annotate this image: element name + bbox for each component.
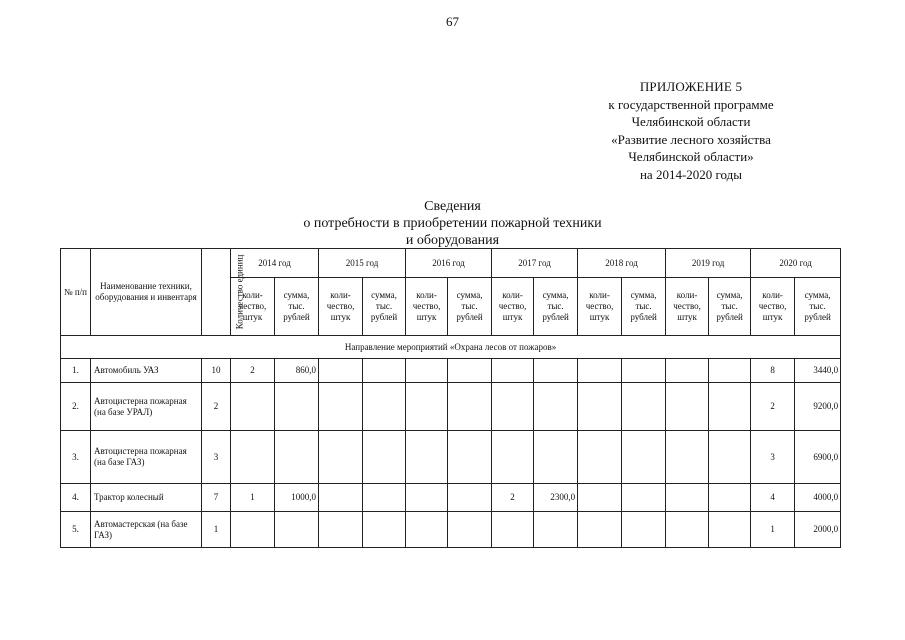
- cell-sum: [275, 383, 319, 431]
- appendix-line: к государственной программе: [608, 96, 774, 112]
- cell-sum: [275, 512, 319, 548]
- sum-subheader: сумма, тыс. рублей: [622, 278, 666, 336]
- year-header: 2020 год: [751, 249, 841, 278]
- cell-sum: [709, 512, 751, 548]
- appendix-line: «Развитие лесного хозяйства: [611, 131, 771, 147]
- cell-qty: [231, 512, 275, 548]
- cell-qty: [578, 484, 622, 512]
- qty-subheader: коли-чество, штук: [492, 278, 534, 336]
- section-title: Направление мероприятий «Охрана лесов от пожаров»: [61, 336, 841, 359]
- col-units-header: [202, 249, 245, 336]
- cell-qty: [406, 512, 448, 548]
- year-header: 2015 год: [319, 249, 406, 278]
- cell-qty: [319, 512, 363, 548]
- cell-sum: [622, 431, 666, 484]
- appendix-line: Челябинской области»: [628, 149, 754, 164]
- cell-sum: [363, 359, 406, 383]
- row-number: 3.: [61, 431, 91, 484]
- cell-qty: 3: [751, 431, 795, 484]
- qty-subheader: коли-чество, штук: [319, 278, 363, 336]
- sum-subheader: сумма, тыс. рублей: [363, 278, 406, 336]
- cell-qty: 1: [751, 512, 795, 548]
- cell-qty: [666, 383, 709, 431]
- col-units-label: Количество единиц: [234, 254, 245, 329]
- row-name: Автомобиль УАЗ: [91, 359, 202, 383]
- cell-sum: 2300,0: [534, 484, 578, 512]
- year-header: 2017 год: [492, 249, 578, 278]
- cell-sum: [534, 383, 578, 431]
- cell-qty: [492, 359, 534, 383]
- table-row: [61, 512, 841, 548]
- cell-qty: [666, 512, 709, 548]
- cell-sum: [448, 431, 492, 484]
- cell-sum: [275, 431, 319, 484]
- cell-sum: [448, 512, 492, 548]
- cell-qty: [319, 359, 363, 383]
- cell-qty: [666, 431, 709, 484]
- year-header: 2019 год: [666, 249, 751, 278]
- row-number: 1.: [61, 359, 91, 383]
- cell-qty: [406, 359, 448, 383]
- cell-sum: [448, 359, 492, 383]
- cell-qty: [666, 359, 709, 383]
- sum-subheader: сумма, тыс. рублей: [709, 278, 751, 336]
- cell-qty: [666, 484, 709, 512]
- year-header: 2014 год: [231, 249, 319, 278]
- sum-subheader: сумма, тыс. рублей: [534, 278, 578, 336]
- qty-subheader: коли-чество, штук: [751, 278, 795, 336]
- cell-sum: [363, 484, 406, 512]
- cell-sum: [534, 431, 578, 484]
- heading-line: Сведения: [424, 199, 481, 214]
- row-units: 7: [202, 484, 231, 512]
- sum-subheader: сумма, тыс. рублей: [275, 278, 319, 336]
- cell-qty: 4: [751, 484, 795, 512]
- row-units: 1: [202, 512, 231, 548]
- table-row: [61, 484, 841, 512]
- document-heading: [0, 198, 905, 249]
- cell-qty: [406, 383, 448, 431]
- cell-sum: [709, 359, 751, 383]
- heading-line: и оборудования: [405, 233, 500, 248]
- cell-sum: [448, 383, 492, 431]
- sum-subheader: сумма, тыс. рублей: [448, 278, 492, 336]
- col-number-header: № п/п: [61, 249, 91, 336]
- cell-sum: [622, 359, 666, 383]
- cell-qty: 8: [751, 359, 795, 383]
- cell-qty: [319, 383, 363, 431]
- cell-sum: [622, 383, 666, 431]
- row-name: Автомастерская (на базе ГАЗ): [91, 512, 202, 548]
- qty-subheader: коли-чество, штук: [578, 278, 622, 336]
- row-units: 2: [202, 383, 231, 431]
- cell-qty: 1: [231, 484, 275, 512]
- cell-sum: 1000,0: [275, 484, 319, 512]
- cell-sum: [534, 512, 578, 548]
- row-number: 5.: [61, 512, 91, 548]
- cell-sum: [709, 484, 751, 512]
- cell-sum: [709, 431, 751, 484]
- cell-sum: [363, 512, 406, 548]
- cell-qty: [578, 512, 622, 548]
- cell-qty: [492, 431, 534, 484]
- section-row: [61, 336, 841, 359]
- appendix-block: [541, 78, 841, 183]
- cell-qty: [406, 484, 448, 512]
- cell-qty: [231, 431, 275, 484]
- cell-sum: 3440,0: [795, 359, 841, 383]
- table-row: [61, 359, 841, 383]
- row-units: 10: [202, 359, 231, 383]
- cell-sum: [622, 512, 666, 548]
- cell-sum: 9200,0: [795, 383, 841, 431]
- qty-subheader: коли-чество, штук: [406, 278, 448, 336]
- sum-subheader: сумма, тыс. рублей: [795, 278, 841, 336]
- cell-qty: [319, 431, 363, 484]
- cell-sum: 2000,0: [795, 512, 841, 548]
- cell-qty: [231, 383, 275, 431]
- header-row-years: [61, 249, 841, 278]
- table-row: [61, 431, 841, 484]
- row-units: 3: [202, 431, 231, 484]
- table-row: [61, 383, 841, 431]
- row-name: Автоцистерна пожарная (на базе ГАЗ): [91, 431, 202, 484]
- cell-sum: [534, 359, 578, 383]
- appendix-title: ПРИЛОЖЕНИЕ 5: [639, 79, 743, 94]
- cell-qty: 2: [231, 359, 275, 383]
- row-number: 2.: [61, 383, 91, 431]
- cell-qty: [578, 383, 622, 431]
- col-name-header: Наименование техники, оборудования и инвентаря: [91, 249, 202, 336]
- row-name: Трактор колесный: [91, 484, 202, 512]
- equipment-table: [60, 248, 841, 548]
- cell-qty: [492, 512, 534, 548]
- qty-subheader: коли-чество, штук: [666, 278, 709, 336]
- row-name: Автоцистерна пожарная (на базе УРАЛ): [91, 383, 202, 431]
- cell-sum: [363, 431, 406, 484]
- cell-qty: 2: [492, 484, 534, 512]
- cell-qty: [406, 431, 448, 484]
- cell-sum: [622, 484, 666, 512]
- cell-qty: [319, 484, 363, 512]
- cell-qty: 2: [751, 383, 795, 431]
- year-header: 2018 год: [578, 249, 666, 278]
- heading-line: о потребности в приобретении пожарной техники: [303, 216, 602, 231]
- qty-subheader: коли-чество, штук: [231, 278, 275, 336]
- year-header: 2016 год: [406, 249, 492, 278]
- cell-sum: 860,0: [275, 359, 319, 383]
- cell-sum: [709, 383, 751, 431]
- page-number: 67: [446, 14, 459, 29]
- row-number: 4.: [61, 484, 91, 512]
- cell-sum: [363, 383, 406, 431]
- cell-qty: [578, 431, 622, 484]
- cell-sum: [448, 484, 492, 512]
- cell-qty: [492, 383, 534, 431]
- appendix-line: на 2014-2020 годы: [639, 166, 743, 182]
- appendix-line: Челябинской области: [631, 114, 751, 129]
- cell-sum: 6900,0: [795, 431, 841, 484]
- cell-sum: 4000,0: [795, 484, 841, 512]
- cell-qty: [578, 359, 622, 383]
